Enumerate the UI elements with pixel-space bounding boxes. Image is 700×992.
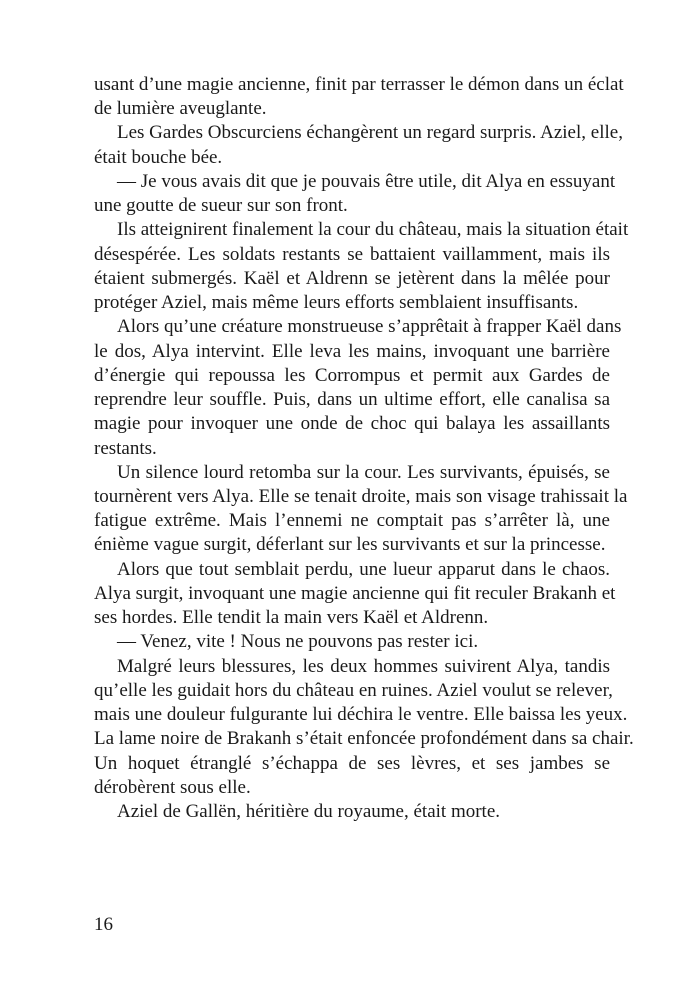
text-line: — Venez, vite ! Nous ne pouvons pas rester ici.: [117, 631, 479, 653]
text-line: reprendre leur souffle. Puis, dans un ultime effort, elle canalisa sa: [94, 389, 610, 411]
paragraph: [94, 121, 623, 169]
paragraph: [94, 73, 624, 121]
paragraph: [94, 461, 628, 558]
text-line: Ils atteignirent finalement la cour du château, mais la situation était: [117, 219, 629, 241]
text-line: usant d’une magie ancienne, finit par terrasser le démon dans un éclat: [94, 74, 624, 95]
text-line: Alors qu’une créature monstrueuse s’apprêtait à frapper Kaël dans: [117, 316, 622, 338]
paragraph: [94, 558, 616, 631]
text-line: Les Gardes Obscurciens échangèrent un regard surpris. Aziel, elle,: [117, 122, 623, 144]
text-line: de lumière aveuglante.: [94, 98, 267, 120]
text-line: ses hordes. Elle tendit la main vers Kaël et Aldrenn.: [94, 607, 489, 629]
text-line: Aziel de Gallën, héritière du royaume, était morte.: [117, 801, 501, 823]
paragraph: [94, 630, 610, 654]
text-line: le dos, Alya intervint. Elle leva les mains, invoquant une barrière: [94, 340, 610, 362]
paragraph: [94, 315, 622, 460]
text-line: restants.: [94, 437, 157, 459]
text-line: mais une douleur fulgurante lui déchira le ventre. Elle baissa les yeux.: [94, 704, 628, 726]
text-line: magie pour invoquer une onde de choc qui balaya les assaillants: [94, 413, 610, 435]
text-line: — Je vous avais dit que je pouvais être utile, dit Alya en essuyant: [117, 170, 616, 192]
body-text: [94, 73, 634, 824]
text-line: étaient submergés. Kaël et Aldrenn se jetèrent dans la mêlée pour: [94, 267, 610, 289]
text-line: protéger Aziel, mais même leurs efforts semblaient insuffisants.: [94, 292, 579, 314]
text-line: une goutte de sueur sur son front.: [94, 195, 348, 217]
paragraph: [94, 800, 610, 824]
paragraph: [94, 170, 616, 218]
text-line: La lame noire de Brakanh s’était enfoncée profondément dans sa chair.: [94, 728, 634, 750]
text-line: désespérée. Les soldats restants se battaient vaillamment, mais ils: [94, 243, 610, 265]
text-line: énième vague surgit, déferlant sur les survivants et sur la princesse.: [94, 534, 606, 556]
text-line: d’énergie qui repoussa les Corrompus et permit aux Gardes de: [94, 364, 610, 386]
text-line: dérobèrent sous elle.: [94, 776, 251, 798]
paragraph: [94, 655, 634, 800]
text-line: Un silence lourd retomba sur la cour. Les survivants, épuisés, se: [117, 461, 610, 483]
paragraph: [94, 218, 629, 315]
text-line: était bouche bée.: [94, 146, 223, 168]
text-line: qu’elle les guidait hors du château en ruines. Aziel voulut se relever,: [94, 679, 613, 701]
text-line: Alya surgit, invoquant une magie ancienne qui fit reculer Brakanh et: [94, 582, 616, 604]
text-line: Malgré leurs blessures, les deux hommes suivirent Alya, tandis: [117, 655, 610, 677]
page-number: 16: [94, 914, 113, 935]
text-line: fatigue extrême. Mais l’ennemi ne comptait pas s’arrêter là, une: [94, 510, 610, 532]
text-line: Un hoquet étranglé s’échappa de ses lèvres, et ses jambes se: [94, 752, 610, 774]
text-line: tournèrent vers Alya. Elle se tenait droite, mais son visage trahissait la: [94, 485, 628, 507]
text-line: Alors que tout semblait perdu, une lueur apparut dans le chaos.: [117, 558, 610, 580]
